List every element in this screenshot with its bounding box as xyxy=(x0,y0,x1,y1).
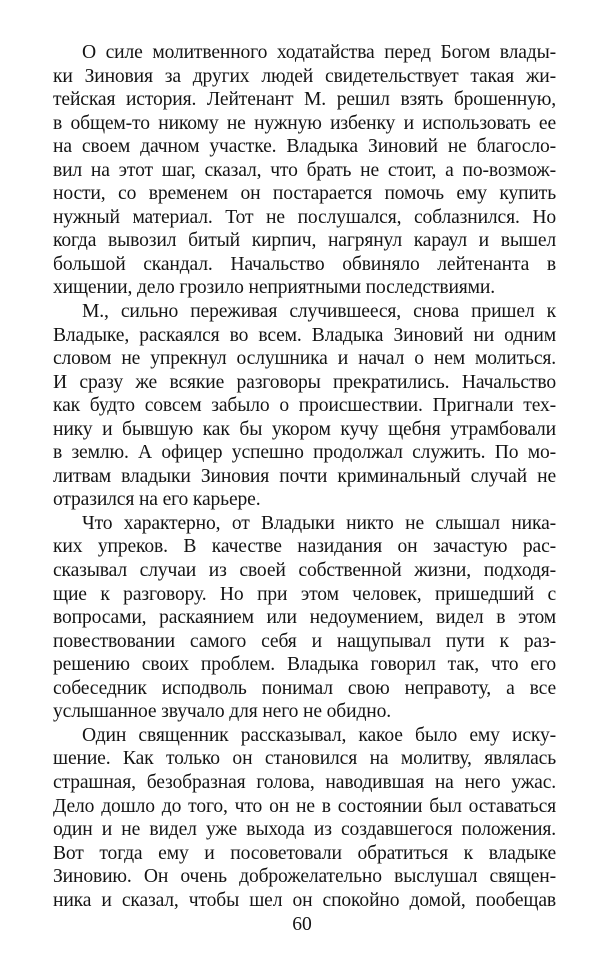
paragraph-2 xyxy=(53,300,556,512)
text-line: ки Зиновия за других людей свидетельствует такая жи- xyxy=(53,65,556,87)
text-line: в землю. А офицер успешно продолжал служить. По мо- xyxy=(53,442,556,464)
text-line: литвам владыки Зиновия почти криминальный случай не xyxy=(53,465,556,487)
text-line: И сразу же всякие разговоры прекратились. Начальство xyxy=(53,371,556,393)
text-line: собеседник исподволь понимал свою неправоту, а все xyxy=(53,677,556,699)
paragraph-3 xyxy=(53,512,556,724)
text-line: сказывал случаи из своей собственной жизни, подходя- xyxy=(53,560,556,582)
text-line: вил на этот шаг, сказал, что брать не стоит, а по-возмож- xyxy=(53,159,556,181)
text-line: когда вывозил битый кирпич, нагрянул караул и вышел xyxy=(53,230,556,252)
text-line: на своем дачном участке. Владыка Зиновий не благосло- xyxy=(53,136,556,158)
text-line: нику и бывшую как бы укором кучу щебня утрамбовали xyxy=(53,418,556,440)
page-number: 60 xyxy=(292,914,312,935)
text-line: один и не видел уже выхода из создавшегося положения. xyxy=(53,819,556,841)
text-line: тейская история. Лейтенант М. решил взять брошенную, xyxy=(53,89,556,111)
text-line: Что характерно, от Владыки никто не слышал ника- xyxy=(82,512,556,534)
text-line: словом не упрекнул ослушника и начал о нем молиться. xyxy=(53,348,556,370)
text-line: О силе молитвенного ходатайства перед Богом влады- xyxy=(82,42,556,63)
text-line: в общем-то никому не нужную избенку и использовать ее xyxy=(53,112,556,134)
text-line: отразился на его карьере. xyxy=(53,489,261,511)
text-line: услышанное звучало для него не обидно. xyxy=(53,701,392,723)
text-line: М., сильно переживая случившееся, снова пришел к xyxy=(82,301,556,323)
text-line: решению своих проблем. Владыка говорил так, что его xyxy=(53,654,556,676)
paragraph-1 xyxy=(53,41,556,300)
text-line: страшная, безобразная голова, наводившая на него ужас. xyxy=(53,771,556,793)
text-line: хищении, дело грозило неприятными последствиями. xyxy=(53,277,495,299)
text-line: Вот тогда ему и посоветовали обратиться к владыке xyxy=(53,842,556,864)
text-line: ких упреков. В качестве назидания он зачастую рас- xyxy=(53,536,556,558)
text-line: вопросами, раскаянием или недоумением, видел в этом xyxy=(53,607,556,629)
paragraph-4 xyxy=(53,724,556,912)
text-line: как будто совсем забыло о происшествии. Пригнали тех- xyxy=(53,395,556,417)
page-text-block xyxy=(53,41,556,912)
text-line: большой скандал. Начальство обвиняло лейтенанта в xyxy=(53,253,556,275)
text-line: повествовании самого себя и нащупывал пути к раз- xyxy=(53,630,556,652)
text-line: нужный материал. Тот не послушался, соблазнился. Но xyxy=(53,206,556,228)
text-line: Зиновию. Он очень доброжелательно выслушал священ- xyxy=(53,866,556,888)
text-line: Дело дошло до того, что он не в состоянии был оставаться xyxy=(53,795,556,817)
text-line: Один священник рассказывал, какое было ему иску- xyxy=(82,724,556,746)
text-line: Владыке, раскаялся во всем. Владыка Зиновий ни одним xyxy=(53,324,556,346)
text-line: щие к разговору. Но при этом человек, пришедший с xyxy=(53,583,556,605)
text-line: ника и сказал, чтобы шел он спокойно домой, пообещав xyxy=(53,889,556,911)
text-line: шение. Как только он становился на молитву, являлась xyxy=(53,748,556,770)
text-line: ности, со временем он постарается помочь ему купить xyxy=(53,183,556,205)
